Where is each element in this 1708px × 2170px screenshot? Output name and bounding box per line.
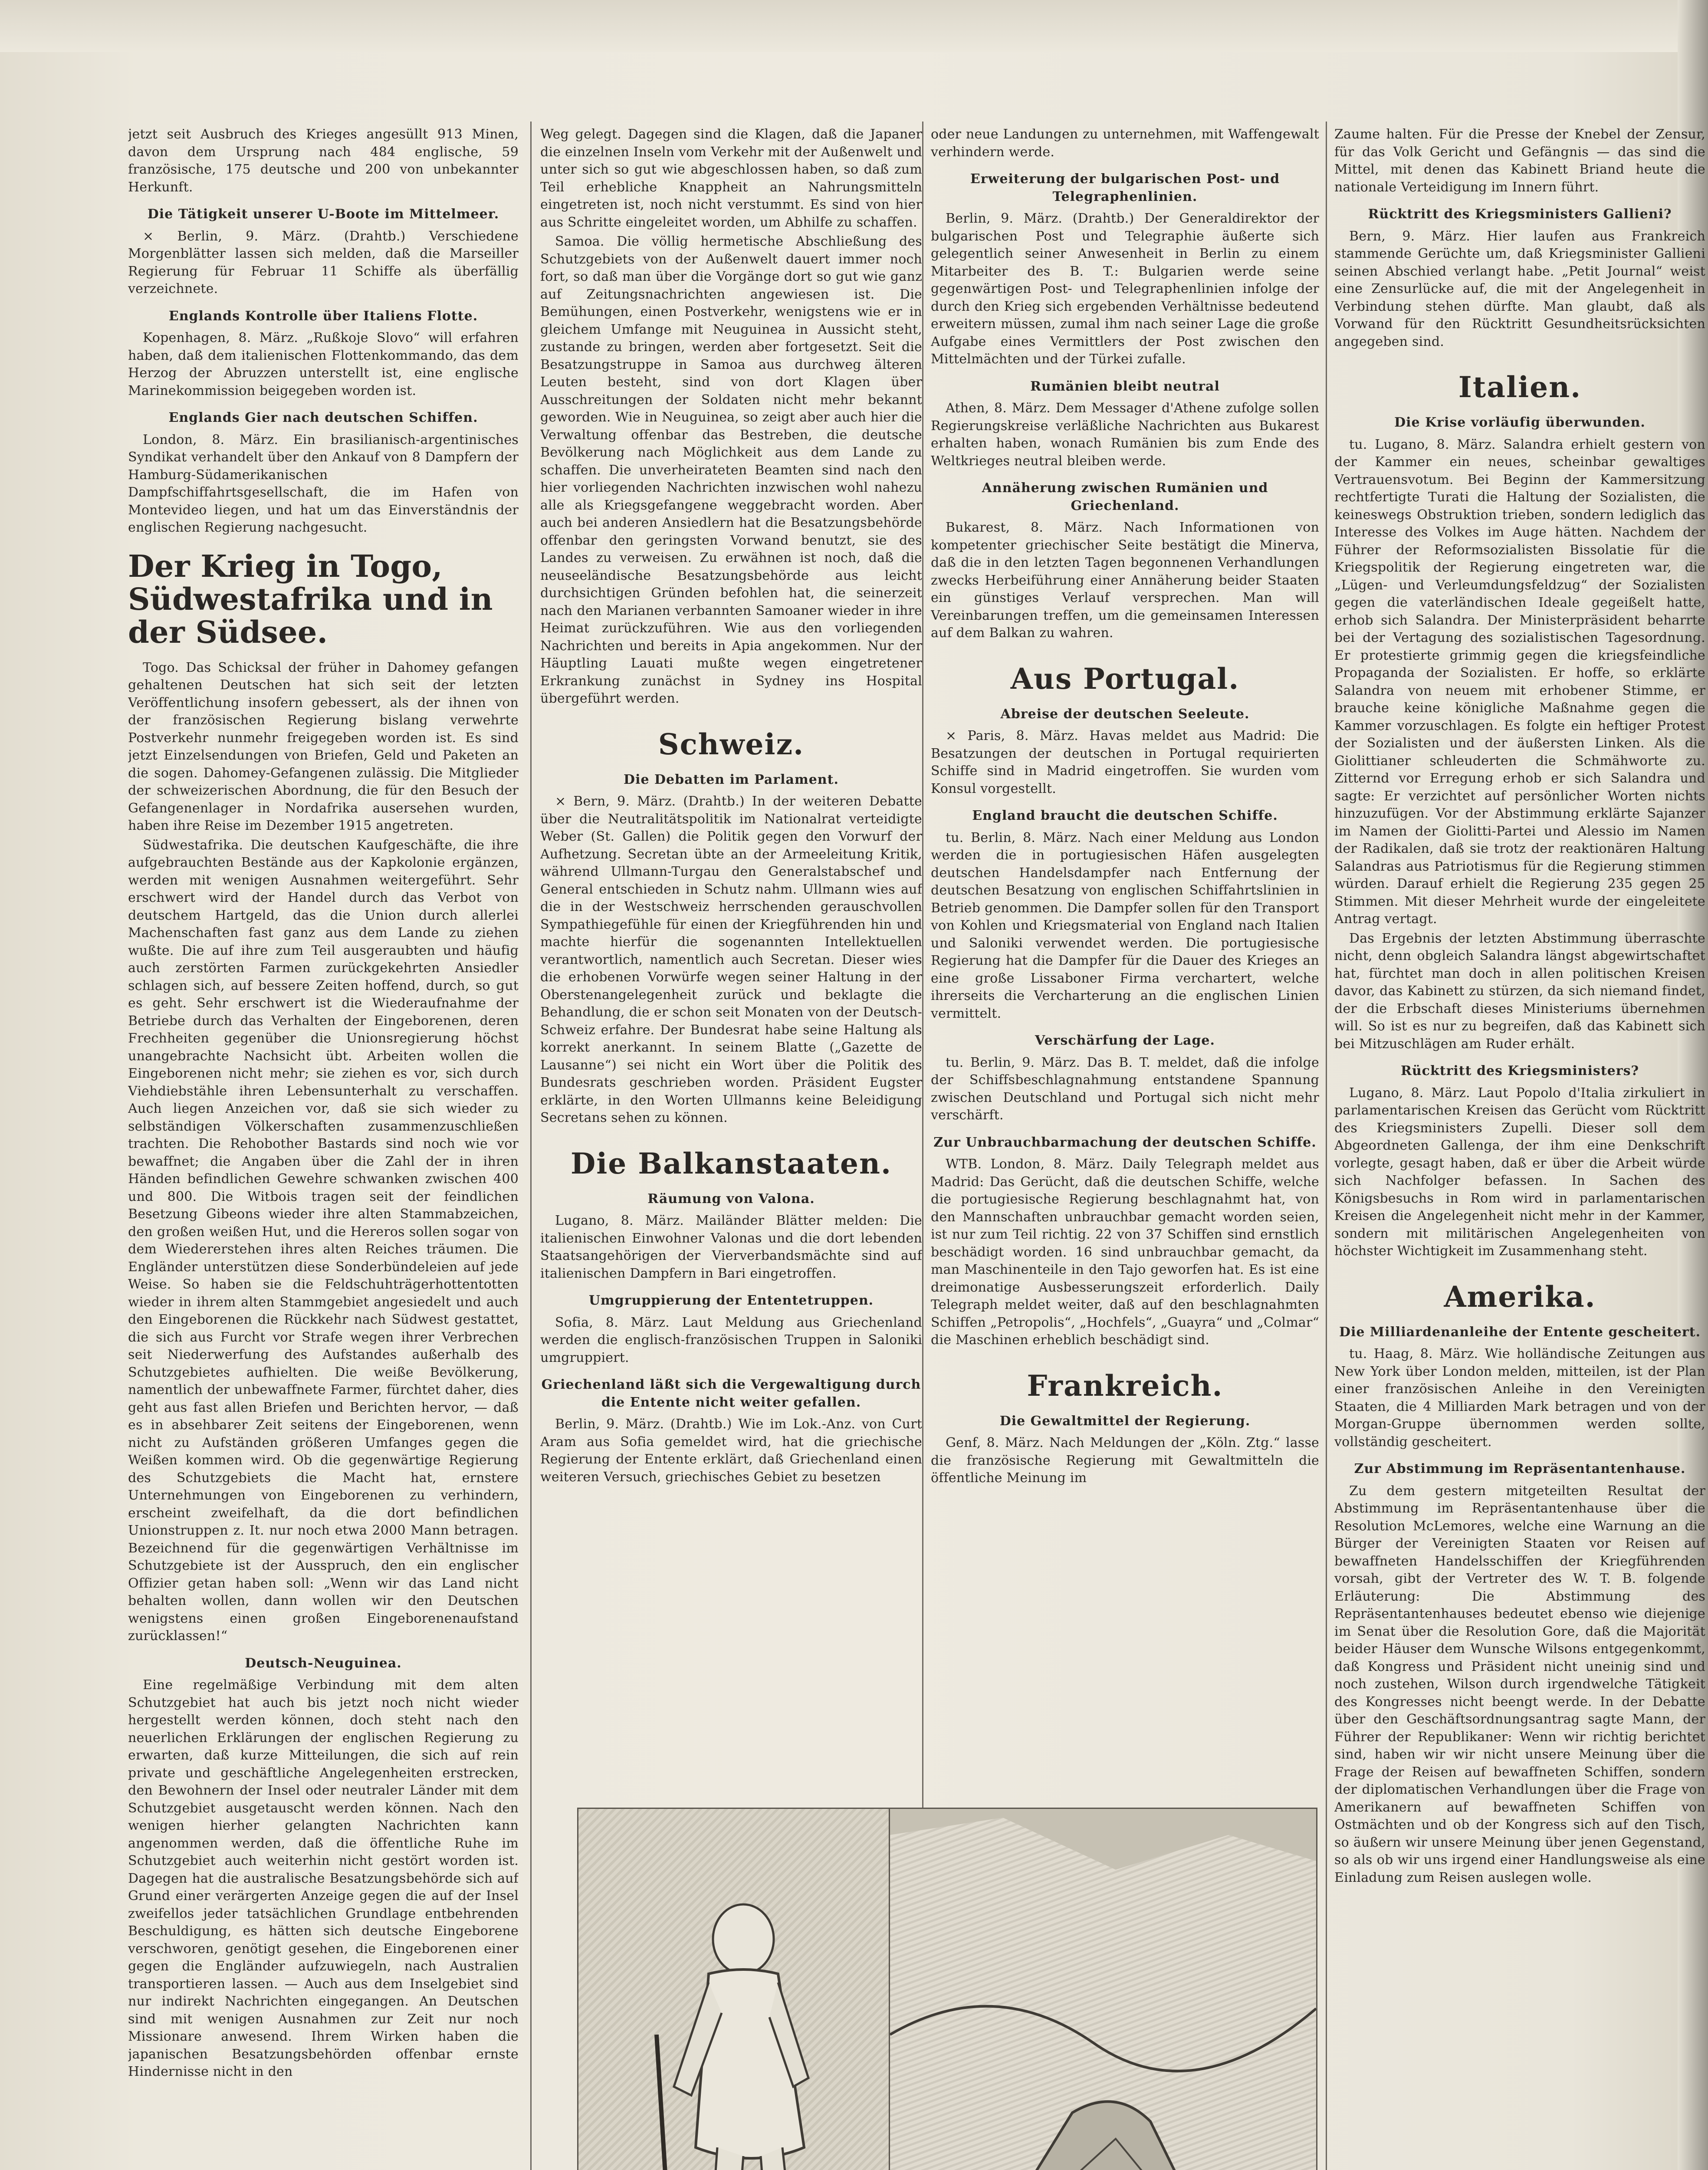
article-text: jetzt seit Ausbruch des Krieges angesüllt 913 Minen, davon dem Ursprung nach 484 englische, 59 französische, 175 deutsche und 200 von unbekannter Herkunft. — [128, 127, 519, 195]
section-headline: Der Krieg in Togo, Südwestafrika und in der Südsee. — [128, 548, 493, 650]
article-text: Samoa. Die völlig hermetische Abschließung des Schutzgebiets von der Außenwelt dauert immer noch fort, so daß man über die Vorgänge dort so gut wie ganz auf Zeitungsnachrichten angewiesen ist. Die Bemühungen, einen Postverkehr, wenigstens wie er in gleichem Umfange mit Neuguinea in Aussicht steht, zustande zu bringen, werden aber fortgesetzt. Seit die Besatzungstruppe in Samoa aus durchweg älteren Leuten besteht, sind von dort Klagen über Ausschreitungen der Soldaten nicht mehr bekannt geworden. Wie in Neuguinea, so zeigt aber auch hier die Verwaltung offenbar das Bestreben, die deutsche Bevölkerung nach Möglichkeit aus dem Lande zu schaffen. Die unverheirateten Beamten sind nach den hier vorliegenden Nachrichten inzwischen wohl nahezu alle als Kriegsgefangene weggebracht worden. Aber auch bei anderen Ansiedlern hat die Besatzungsbehörde offenbar den geringsten Vorwand benutzt, sie des Landes zu verweisen. Zu erwähnen ist noch, daß die neuseeländische Besatzungsbehörde aus leicht durchsichtigen Gründen befohlen hat, die seinerzeit nach den Marianen verbannten Samoaner wieder in ihre Heimat zurückzuführen. Wie aus den vorliegenden Nachrichten und bereits in Apia angekommen. Nur der Häuptling Lauati mußte wegen eingetretener Erkrankung zunächst in Sydney ins Hospital übergeführt werden. — [540, 234, 922, 706]
soldier-drawing — [578, 1809, 889, 2170]
article-text: Berlin, 9. März. (Drahtb.) Der Generaldirektor der bulgarischen Post und Telegraphie äußerte sich gelegentlich seiner Anwesenheit in Berlin zu einem Mitarbeiter des B. T.: Bulgarien werde seine gegenwärtigen Post- und Telegraphenlinien infolge der durch den Krieg sich ergebenden Verhältnisse bedeutend erweitern müssen, zumal ihm nach seiner Lage die große Aufgabe eines Vermittlers der Post zwischen den Mittelmächten und der Türkei zufalle. — [931, 211, 1319, 367]
headline: Abreise der deutschen Seeleute. — [1000, 706, 1250, 722]
column-rule — [1326, 122, 1327, 2170]
headline: England braucht die deutschen Schiffe. — [972, 808, 1278, 823]
article-text: Kopenhagen, 8. März. „Rußkoje Slovo“ will erfahren haben, daß dem italienischen Flottenkommando, das dem Herzog der Abruzzen unterstellt ist, eine englische Marinekommission beigegeben worden ist. — [128, 330, 519, 398]
section-headline: Italien. — [1458, 370, 1582, 404]
article-text: × Berlin, 9. März. (Drahtb.) Verschiedene Morgenblätter lassen sich melden, daß die Marseiller Regierung für Februar 11 Schiffe als überfällig verzeichnete. — [128, 228, 519, 296]
article-text: Berlin, 9. März. (Drahtb.) Wie im Lok.-Anz. von Curt Aram aus Sofia gemeldet wird, hat die griechische Regierung der Entente erklärt, daß Griechenland einen weiteren Versuch, griechisches Gebiet zu besetzen — [540, 1417, 922, 1485]
headline: Annäherung zwischen Rumänien und Griechenland. — [982, 480, 1268, 513]
article-text: Zu dem gestern mitgeteilten Resultat der Abstimmung im Repräsentantenhause über die Resolution McLemores, welche eine Warnung an die Bürger der Vereinigten Staaten vor Reisen auf bewaffneten Handelsschiffen der Kriegführenden vorsah, gibt der Vertreter des W. T. B. folgende Erläuterung: Die Abstimmung des Repräsentantenhauses bedeutet ebenso wie diejenige im Senat über die Resolution Gore, daß die Majorität beider Häuser dem Wunsche Wilsons entgegenkommt, daß Kongress und Präsident nicht uneinig sind und noch zustehen, Wilson durch irgendwelche Tätigkeit des Kongresses nicht beengt werde. In der Debatte über den Geschäftsordnungsantrag sagte Mann, der Führer der Republikaner: Wenn wir richtig berichtet sind, haben wir wir nicht unsere Meinung über die Frage der Reisen auf bewaffneten Schiffen, sondern der diplomatischen Verhandlungen über die Frage von Amerikanern auf bewaffneten Schiffen von Ostmächten und ob der Kongress sich auf den Tisch, so äußern wir unsere Meinung über jenen Gegenstand, so als ob wir uns irgend einer Handlungsweise als eine Einladung zum Reisen auslegen wolle. — [1334, 1483, 1705, 1885]
column-4 — [1334, 126, 1705, 2170]
section-headline: Aus Portugal. — [1010, 661, 1240, 696]
headline: Die Milliardenanleihe der Entente gescheitert. — [1339, 1324, 1701, 1340]
column-3 — [931, 126, 1319, 1798]
article-text: tu. Berlin, 9. März. Das B. T. meldet, daß die infolge der Schiffsbeschlagnahmung entstandene Spannung zwischen Deutschland und Portugal sich nicht mehr verschärft. — [931, 1055, 1319, 1123]
headline: Verschärfung der Lage. — [1035, 1033, 1215, 1048]
headline: Zur Abstimmung im Repräsentantenhause. — [1354, 1461, 1686, 1476]
page-top-edge — [0, 0, 1708, 52]
article-text: Weg gelegt. Dagegen sind die Klagen, daß die Japaner die einzelnen Inseln vom Verkehr mit der Außenwelt und unter sich so gut wie abgeschlossen haben, so daß zum Teil erhebliche Knappheit an Nahrungsmitteln eingetreten ist, noch nicht verstummt. Es sind von hier aus Schritte eingeleitet worden, um Abhilfe zu schaffen. — [540, 127, 922, 230]
headline: Zur Unbrauchbarmachung der deutschen Schiffe. — [933, 1134, 1317, 1150]
article-text: oder neue Landungen zu unternehmen, mit Waffengewalt verhindern werde. — [931, 127, 1319, 160]
article-text: London, 8. März. Ein brasilianisch-argentinisches Syndikat verhandelt über den Ankauf von 8 Dampfern der Hamburg-Südamerikanischen Dampfschiffahrtsgesellschaft, die im Hafen von Montevideo liegen, und hat um das Einverständnis der englischen Regierung nachgesucht. — [128, 432, 519, 535]
headline: Umgruppierung der Ententetruppen. — [588, 1293, 874, 1308]
article-text: × Paris, 8. März. Havas meldet aus Madrid: Die Besatzungen der deutschen in Portugal requirierten Schiffe sind in Madrid eingetroffen. Sie wurden vom Konsul vorgestellt. — [931, 728, 1319, 796]
trench-illustration — [890, 1809, 1316, 2170]
article-text: Zaume halten. Für die Presse der Knebel der Zensur, für das Volk Gericht und Gefängnis — das sind die Mittel, mit denen das Kabinett Briand heute die nationale Verteidigung im Innern führt. — [1334, 127, 1705, 195]
article-text: Bukarest, 8. März. Nach Informationen von kompetenter griechischer Seite bestätigt die Minerva, daß die in den letzten Tagen begonnenen Verhandlungen zwecks Herbeiführung einer Annäherung beider Staaten ein günstiges Verlauf versprechen. Man will Vereinbarungen treffen, um die gemeinsamen Interessen auf dem Balkan zu wahren. — [931, 520, 1319, 641]
headline: Räumung von Valona. — [647, 1191, 815, 1207]
article-text: Genf, 8. März. Nach Meldungen der „Köln. Ztg.“ lasse die französische Regierung mit Gewaltmitteln die öffentliche Meinung im — [931, 1435, 1319, 1486]
column-rule — [530, 122, 532, 2170]
section-headline: Die Balkanstaaten. — [571, 1146, 892, 1180]
article-text: Sofia, 8. März. Laut Meldung aus Griechenland werden die englisch-französischen Truppen in Saloniki umgruppiert. — [540, 1315, 922, 1365]
illustration — [577, 1808, 1317, 2170]
article-text: Südwestafrika. Die deutschen Kaufgeschäfte, die ihre aufgebrauchten Bestände aus der Kapkolonie ergänzen, werden mit wenigen Ausnahmen weitergeführt. Sehr erschwert wird der Handel durch das Verbot von deutschem Hartgeld, das die Union durch allerlei Machenschaften fast ganz aus dem Lande zu ziehen wußte. Die auf ihre zum Teil ausgeraubten und häufig auch zerstörten Farmen zurückgekehrten Ansiedler schlagen sich, auf bessere Zeiten hoffend, durch, so gut es geht. Sehr erschwert ist die Wiederaufnahme der Betriebe durch das Verhalten der Eingeborenen, deren Frechheiten gegenüber die Unionsregierung höchst unangebrachte Nachsicht übt. Arbeiten wollen die Eingeborenen nicht mehr; sie ziehen es vor, sich durch Viehdiebstähle ihren Lebensunterhalt zu verschaffen. Auch liegen Anzeichen vor, daß sie sich wieder zu selbständigen Völkerschaften zusammenzuschließen trachten. Die Rehobother Bastards sind noch wie vor bewaffnet; die Angaben über die Zahl der in ihren Händen befindlichen Gewehre schwanken zwischen 400 und 800. Die Witbois tragen seit der feindlichen Besetzung Gibeons wieder ihre alten Stammabzeichen, den großen weißen Hut, und die Hereros sollen sogar von dem Wiedererstehen ihres alten Reiches träumen. Die Engländer unterstützen diese Sonderbündeleien auf jede Weise. So haben sie die Feldschuhträgerhottentotten wieder in ihrem alten Stammgebiet angesiedelt und auch den Eingeborenen die Rückkehr nach Südwest gestattet, die sich aus Furcht vor Strafe wegen ihrer Verbrechen seit Niederwerfung des Aufstandes außerhalb des Schutzgebietes aufhielten. Die weiße Bevölkerung, namentlich der unbewaffnete Farmer, fürchtet daher, dies geht aus fast allen Briefen und Berichten hervor, — daß es in absehbarer Zeit seitens der Eingeborenen, wenn nicht zu Aufständen größeren Umfanges gegen die Weißen kommen wird. Ob die gegenwärtige Regierung des Schutzgebiets die Macht hat, ernstere Unternehmungen von Eingeborenen zu verhindern, erscheint zweifelhaft, da die dort befindlichen Unionstruppen z. It. nur noch etwa 2000 Mann betragen. Bezeichnend für die gegenwärtigen Verhältnisse im Schutzgebiete ist der Ausspruch, den ein englischer Offizier getan haben soll: „Wenn wir das Land nicht behalten wollen, dann wollen wir den Deutschen wenigstens einen großen Eingeborenenaufstand zurücklassen!“ — [128, 837, 519, 1644]
article-text: Togo. Das Schicksal der früher in Dahomey gefangen gehaltenen Deutschen hat sich seit der letzten Veröffentlichung insofern gebessert, als der ihnen von der französischen Regierung bislang verwehrte Postverkehr nunmehr freigegeben worden ist. Es sind jetzt Einzelsendungen von Briefen, Geld und Paketen an die sogen. Dahomey-Gefangenen zulässig. Die Mitglieder der schweizerischen Abordnung, die für den Besuch der Gefangenenlager in Nordafrika ausersehen wurden, haben ihre Reise im Dezember 1915 angetreten. — [128, 660, 519, 833]
headline: Griechenland läßt sich die Vergewaltigung durch die Entente nicht weiter gefallen. — [541, 1377, 921, 1410]
headline: Rücktritt des Kriegsministers? — [1400, 1063, 1639, 1078]
soldier-illustration — [578, 1809, 890, 2170]
article-text: Lugano, 8. März. Mailänder Blätter melden: Die italienischen Einwohner Valonas und die dort lebenden Staatsangehörigen der Vierverbandsmächte sind auf italienischen Dampfern in Bari eingetroffen. — [540, 1213, 922, 1281]
article-text: Bern, 9. März. Hier laufen aus Frankreich stammende Gerüchte um, daß Kriegsminister Gallieni seinen Abschied verlangt habe. „Petit Journal“ weist eine Zensurlücke auf, die mit der Angelegenheit in Verbindung stehen dürfte. Man glaubt, daß als Vorwand für den Rücktritt Gesundheitsrücksichten angegeben sind. — [1334, 228, 1705, 349]
article-text: Lugano, 8. März. Laut Popolo d'Italia zirkuliert in parlamentarischen Kreisen das Gerücht vom Rücktritt des Kriegsministers Zupelli. Dieser soll dem Abgeordneten Gallenga, der ihm eine Denkschrift vorlegte, gesagt haben, daß er über die Arbeit würde sich Nachfolger befassen. In Sachen des Königsbesuchs in Rom wird in parlamentarischen Kreisen die Angelegenheit nicht mehr in der Kammer, sondern mit militärischen Angelegenheiten von höchster Wichtigkeit im Zusammenhang steht. — [1334, 1085, 1705, 1259]
article-text: tu. Haag, 8. März. Wie holländische Zeitungen aus New York über London melden, mitteilen, ist der Plan einer französischen Anleihe in den Vereinigten Staaten, die 4 Milliarden Mark betragen und von der Morgan-Gruppe übernommen werden sollte, vollständig gescheitert. — [1334, 1346, 1705, 1450]
article-text: Athen, 8. März. Dem Messager d'Athene zufolge sollen Regierungskreise verläßliche Nachrichten aus Bukarest erhalten haben, wonach Rumänien bis zum Ende des Weltkrieges neutral bleiben werde. — [931, 401, 1319, 469]
headline: Die Debatten im Parlament. — [624, 772, 839, 787]
headline: Die Gewaltmittel der Regierung. — [999, 1413, 1251, 1429]
article-text: × Bern, 9. März. (Drahtb.) In der weiteren Debatte über die Neutralitätspolitik im Nationalrat verteidigte Weber (St. Gallen) die Politik gegen den Vorwurf der Aufhetzung. Secretan übte an der Armeeleitung Kritik, während Ullmann-Turgau den Generalstabschef und General entschieden in Schutz nahm. Ullmann wies auf die in der Westschweiz herrschenden gerauschvollen Sympathiegefühle für einen der Kriegführenden hin und machte hierfür die sogenannten Intellektuellen verantwortlich, namentlich auch Secretan. Dieser wies die erhobenen Vorwürfe wegen seiner Haltung in der Oberstenangelegenheit zurück und beklagte die Behandlung, die er schon seit Monaten von der Deutsch-Schweiz erfahre. Der Bundesrat habe seine Haltung als korrekt anerkannt. In seinem Blatte („Gazette de Lausanne“) sei nicht ein Wort über die Politik des Bundesrats geschrieben worden. Präsident Eugster erklärte, in den Worten Ullmanns keine Beleidigung Secretans sehen zu können. — [540, 794, 922, 1125]
headline: Englands Gier nach deutschen Schiffen. — [168, 410, 478, 425]
headline: Die Krise vorläufig überwunden. — [1394, 415, 1646, 430]
headline: Deutsch-Neuguinea. — [245, 1655, 402, 1671]
article-text: Eine regelmäßige Verbindung mit dem alten Schutzgebiet hat auch bis jetzt noch nicht wieder hergestellt werden können, doch steht nach den neuerlichen Erklärungen der englischen Regierung zu erwarten, daß kurze Mitteilungen, die sich auf rein private und geschäftliche Angelegenheiten erstrecken, den Bewohnern der Insel oder neutraler Länder mit dem Schutzgebiet ausgetauscht werden können. Nach den wenigen hierher gelangten Nachrichten kann angenommen werden, daß die öffentliche Ruhe im Schutzgebiet auch weiterhin nicht gestört worden ist. Dagegen hat die australische Besatzungsbehörde sich auf Grund einer verärgerten Anzeige gegen die auf der Insel zweifellos jeder tatsächlichen Grundlage entbehrenden Beschuldigung, es hätten sich deutsche Eingeborene verschworen, genötigt gesehen, die Eingeborenen einer gegen die Engländer aufzuwiegeln, nach Australien transportieren lassen. — Auch aus dem Inselgebiet sind nur indirekt Nachrichten eingegangen. An Deutschen sind mit wenigen Ausnahmen zur Zeit nur noch Missionare anwesend. Ihrem Wirken haben die japanischen Besatzungsbehörden offenbar ernste Hindernisse nicht in den — [128, 1677, 519, 2079]
section-headline: Frankreich. — [1027, 1368, 1223, 1403]
section-headline: Amerika. — [1444, 1279, 1596, 1314]
headline: Rumänien bleibt neutral — [1030, 378, 1220, 394]
mountain-drawing — [890, 1809, 1316, 2170]
article-text: tu. Berlin, 8. März. Nach einer Meldung aus London werden die in portugiesischen Häfen ausgelegten deutschen Handelsdampfer nach Entfernung der deutschen Besatzung von englischen Schiffahrtslinien in Betrieb genommen. Die Dampfer sollen für den Transport von Kohlen und Kriegsmaterial von England nach Italien und Saloniki verwendet werden. Die portugiesische Regierung hat die Dampfer für die Dauer des Krieges an eine große Lissaboner Firma verchartert, welche ihrerseits die Vercharterung an die englischen Linien vermittelt. — [931, 830, 1319, 1021]
headline: Die Tätigkeit unserer U-Boote im Mittelmeer. — [147, 207, 499, 222]
headline: Englands Kontrolle über Italiens Flotte. — [168, 308, 478, 324]
article-text: Das Ergebnis der letzten Abstimmung überraschte nicht, denn obgleich Salandra längst abgewirtschaftet hat, fürchtet man doch in allen politischen Kreisen davor, das Kabinett zu stürzen, da sich niemand findet, der die Erbschaft dieses Ministeriums übernehmen will. So ist es nur zu begreifen, daß das Kabinett sich bei Mitzuschlägen am Ruder erhält. — [1334, 930, 1705, 1052]
section-headline: Schweiz. — [658, 727, 805, 761]
headline: Erweiterung der bulgarischen Post- und Telegraphenlinien. — [970, 171, 1280, 204]
column-1 — [128, 126, 519, 2170]
article-text: tu. Lugano, 8. März. Salandra erhielt gestern von der Kammer ein neues, scheinbar gewaltiges Vertrauensvotum. Bei Beginn der Kammersitzung rechtfertigte Turati die Haltung der Sozialisten, die keineswegs Obstruktion trieben, sondern lediglich das Interesse des Volkes im Auge hätten. Nachdem der Führer der Reformsozialisten Bissolatie für die Kriegspolitik der Regierung eingetreten war, die „Lügen- und Verleumdungsfeldzug“ der Sozialisten gegen die vaterländischen Ideale gegeißelt hatte, erhob sich Salandra. Der Ministerpräsident beharrte bei der Vertagung des sozialistischen Tagesordnung. Er protestierte grimmig gegen die kriegsfeindliche Propaganda der Sozialisten. Er hoffe, so erklärte Salandra von neuem mit erhobener Stimme, er brauche keine königliche Maßnahme gegen die Kammer vorzuschlagen. Es folgte ein heftiger Protest der Sozialisten und der äußersten Linken. Als die Giolittianer schleuderten die Schmähworte zu. Zitternd vor Erregung erhob er sich Salandra und sagte: Er verzichtet auf persönlicher Worten nichts hinzuzufügen. Vor der Abstimmung erklärte Sajanzer im Namen der Giolitti-Partei und Alessio im Namen der Radikalen, daß sie trotz der reaktionären Haltung Salandras aus Patriotismus für die Regierung stimmen würden. Darauf erhielt die Regierung 235 gegen 25 Stimmen. Mit dieser Mehrheit wurde der eingeleitete Antrag vertagt. — [1334, 437, 1705, 927]
headline: Rücktritt des Kriegsministers Gallieni? — [1368, 207, 1672, 222]
article-text: WTB. London, 8. März. Daily Telegraph meldet aus Madrid: Das Gerücht, daß die deutschen Schiffe, welche die portugiesische Regierung beschlagnahmt hat, von den Mannschaften unbrauchbar gemacht worden seien, ist nur zum Teil richtig. 22 von 37 Schiffen sind ernstlich beschädigt worden. 16 sind unbrauchbar gemacht, da man Maschinenteile in den Tajo geworfen hat. Es ist eine dreimonatige Ausbesserungszeit erforderlich. Daily Telegraph meldet weiter, daß auf den beschlagnahmten Schiffen „Petropolis“, „Hochfels“, „Guayra“ und „Colmar“ die Maschinen erheblich beschädigt sind. — [931, 1157, 1319, 1348]
